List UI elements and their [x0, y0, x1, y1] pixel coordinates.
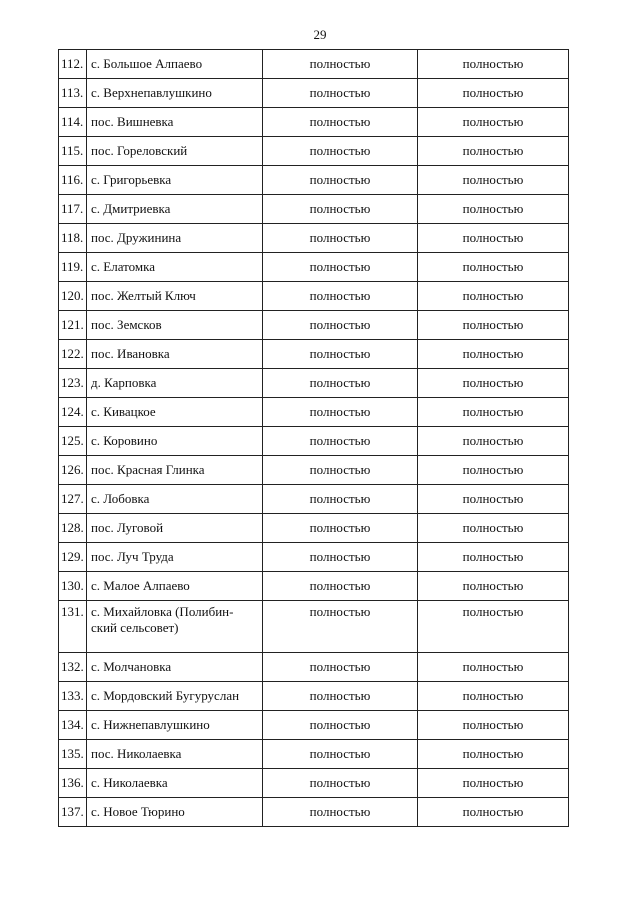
table-row	[59, 50, 569, 79]
coverage-value: полностью	[263, 740, 418, 769]
coverage-value: полностью	[263, 653, 418, 682]
row-number: 131.	[59, 601, 87, 653]
row-number: 116.	[59, 166, 87, 195]
coverage-value: полностью	[263, 572, 418, 601]
row-number: 122.	[59, 340, 87, 369]
settlement-name: пос. Луговой	[87, 514, 263, 543]
row-number: 113.	[59, 79, 87, 108]
coverage-value: полностью	[418, 253, 569, 282]
coverage-value: полностью	[418, 769, 569, 798]
table-row	[59, 311, 569, 340]
table-row	[59, 79, 569, 108]
coverage-value: полностью	[418, 224, 569, 253]
settlement-name: пос. Земсков	[87, 311, 263, 340]
table-row	[59, 398, 569, 427]
coverage-value: полностью	[418, 711, 569, 740]
settlement-name: с. Николаевка	[87, 769, 263, 798]
row-number: 137.	[59, 798, 87, 827]
coverage-value: полностью	[418, 543, 569, 572]
settlement-name: с. Молчановка	[87, 653, 263, 682]
table-row	[59, 740, 569, 769]
coverage-value: полностью	[418, 50, 569, 79]
row-number: 114.	[59, 108, 87, 137]
coverage-value: полностью	[263, 108, 418, 137]
settlement-name: пос. Красная Глинка	[87, 456, 263, 485]
row-number: 125.	[59, 427, 87, 456]
row-number: 130.	[59, 572, 87, 601]
table-row	[59, 543, 569, 572]
settlement-name: пос. Дружинина	[87, 224, 263, 253]
settlement-name: с. Большое Алпаево	[87, 50, 263, 79]
coverage-value: полностью	[418, 398, 569, 427]
table-row	[59, 485, 569, 514]
coverage-value: полностью	[263, 166, 418, 195]
coverage-value: полностью	[418, 572, 569, 601]
row-number: 129.	[59, 543, 87, 572]
coverage-value: полностью	[418, 137, 569, 166]
coverage-value: полностью	[418, 195, 569, 224]
table-row	[59, 253, 569, 282]
row-number: 121.	[59, 311, 87, 340]
coverage-value: полностью	[263, 514, 418, 543]
table-row	[59, 682, 569, 711]
coverage-value: полностью	[263, 224, 418, 253]
coverage-value: полностью	[263, 601, 418, 653]
coverage-value: полностью	[263, 682, 418, 711]
row-number: 134.	[59, 711, 87, 740]
table-row	[59, 369, 569, 398]
settlement-name: пос. Ивановка	[87, 340, 263, 369]
page-number: 29	[313, 27, 327, 42]
table-row	[59, 798, 569, 827]
coverage-value: полностью	[263, 711, 418, 740]
table-row	[59, 711, 569, 740]
coverage-value: полностью	[418, 340, 569, 369]
settlement-name: с. Кивацкое	[87, 398, 263, 427]
coverage-value: полностью	[263, 137, 418, 166]
coverage-value: полностью	[263, 340, 418, 369]
row-number: 128.	[59, 514, 87, 543]
coverage-value: полностью	[263, 253, 418, 282]
settlement-name: пос. Гореловский	[87, 137, 263, 166]
row-number: 115.	[59, 137, 87, 166]
row-number: 127.	[59, 485, 87, 514]
settlement-name: пос. Желтый Ключ	[87, 282, 263, 311]
table-row	[59, 137, 569, 166]
row-number: 133.	[59, 682, 87, 711]
row-number: 126.	[59, 456, 87, 485]
coverage-value: полностью	[263, 50, 418, 79]
settlement-name: с. Верхнепавлушкино	[87, 79, 263, 108]
row-number: 119.	[59, 253, 87, 282]
table-row	[59, 282, 569, 311]
settlement-name: пос. Луч Труда	[87, 543, 263, 572]
coverage-value: полностью	[263, 798, 418, 827]
coverage-value: полностью	[263, 282, 418, 311]
settlement-name: д. Карповка	[87, 369, 263, 398]
table-body	[59, 50, 569, 827]
row-number: 135.	[59, 740, 87, 769]
settlements-table	[58, 49, 569, 827]
table-row	[59, 195, 569, 224]
row-number: 118.	[59, 224, 87, 253]
table-row	[59, 601, 569, 653]
coverage-value: полностью	[263, 485, 418, 514]
settlement-name: с. Григорьевка	[87, 166, 263, 195]
row-number: 136.	[59, 769, 87, 798]
coverage-value: полностью	[418, 166, 569, 195]
coverage-value: полностью	[263, 427, 418, 456]
settlement-name: пос. Вишневка	[87, 108, 263, 137]
table-row	[59, 572, 569, 601]
table-row	[59, 340, 569, 369]
settlement-name: с. Нижнепавлушкино	[87, 711, 263, 740]
row-number: 132.	[59, 653, 87, 682]
table-row	[59, 769, 569, 798]
table-row	[59, 514, 569, 543]
settlement-name	[87, 601, 263, 653]
settlement-name: с. Новое Тюрино	[87, 798, 263, 827]
settlement-name: с. Елатомка	[87, 253, 263, 282]
table-row	[59, 224, 569, 253]
settlement-name-line: ский сельсовет)	[91, 620, 179, 635]
coverage-value: полностью	[418, 427, 569, 456]
coverage-value: полностью	[418, 282, 569, 311]
row-number: 112.	[59, 50, 87, 79]
table-row	[59, 166, 569, 195]
row-number: 124.	[59, 398, 87, 427]
coverage-value: полностью	[263, 79, 418, 108]
settlement-name: с. Мордовский Бугуруслан	[87, 682, 263, 711]
table-row	[59, 456, 569, 485]
coverage-value: полностью	[263, 311, 418, 340]
coverage-value: полностью	[418, 311, 569, 340]
coverage-value: полностью	[263, 195, 418, 224]
coverage-value: полностью	[418, 485, 569, 514]
coverage-value: полностью	[418, 798, 569, 827]
settlement-name: пос. Николаевка	[87, 740, 263, 769]
coverage-value: полностью	[418, 740, 569, 769]
coverage-value: полностью	[263, 398, 418, 427]
settlement-name: с. Коровино	[87, 427, 263, 456]
coverage-value: полностью	[263, 543, 418, 572]
row-number: 120.	[59, 282, 87, 311]
table-row	[59, 653, 569, 682]
coverage-value: полностью	[418, 682, 569, 711]
coverage-value: полностью	[263, 456, 418, 485]
table-row	[59, 108, 569, 137]
settlement-name: с. Малое Алпаево	[87, 572, 263, 601]
coverage-value: полностью	[418, 369, 569, 398]
coverage-value: полностью	[418, 79, 569, 108]
settlement-name: с. Лобовка	[87, 485, 263, 514]
coverage-value: полностью	[418, 514, 569, 543]
coverage-value: полностью	[263, 369, 418, 398]
coverage-value: полностью	[418, 601, 569, 653]
coverage-value: полностью	[418, 456, 569, 485]
coverage-value: полностью	[263, 769, 418, 798]
settlement-name-line: с. Михайловка (Полибин-	[91, 604, 234, 619]
coverage-value: полностью	[418, 108, 569, 137]
table-row	[59, 427, 569, 456]
settlement-name: с. Дмитриевка	[87, 195, 263, 224]
row-number: 117.	[59, 195, 87, 224]
coverage-value: полностью	[418, 653, 569, 682]
row-number: 123.	[59, 369, 87, 398]
